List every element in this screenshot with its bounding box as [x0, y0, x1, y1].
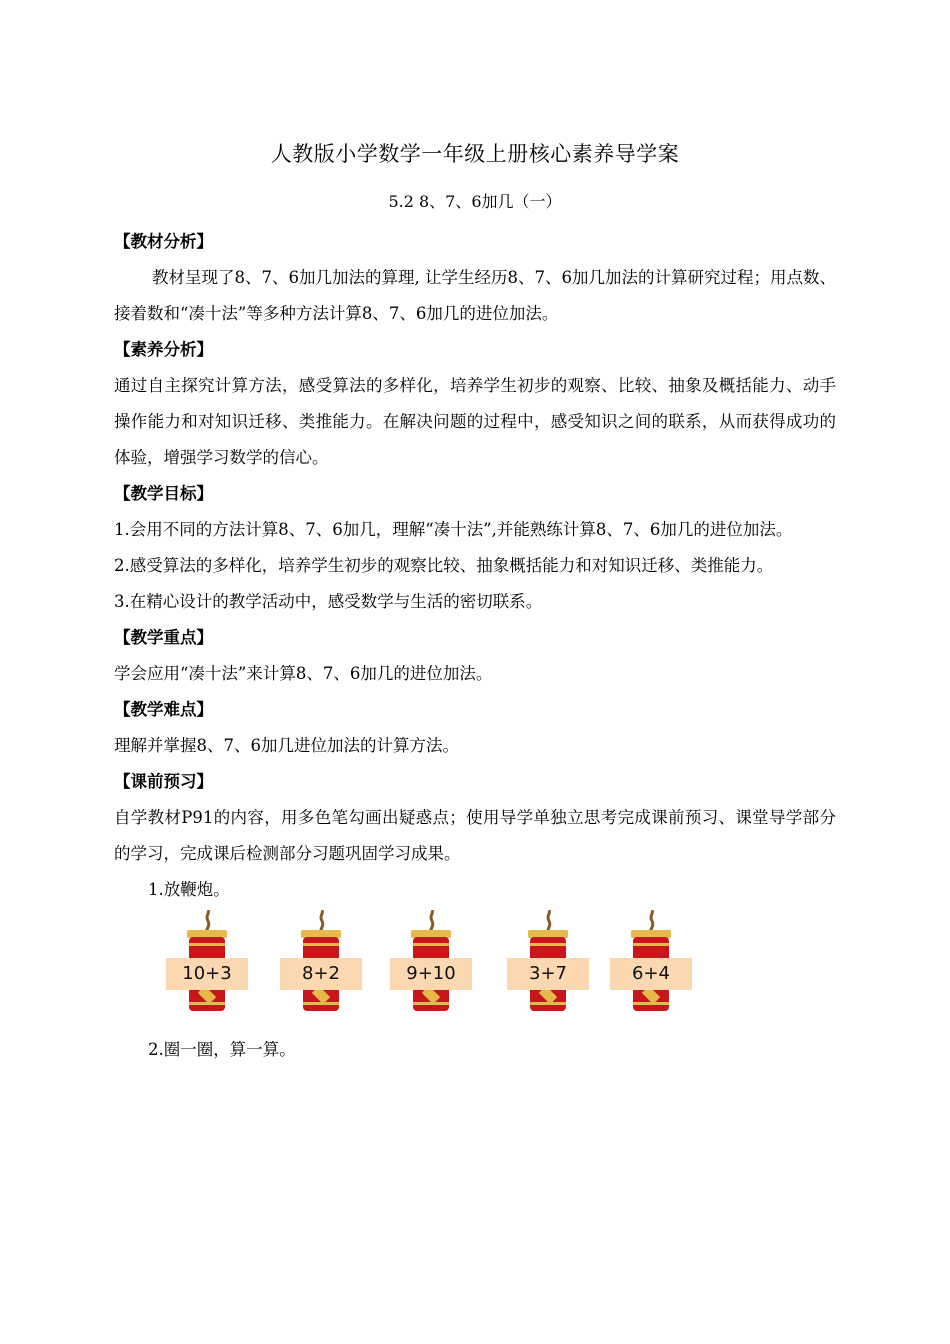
document-body	[114, 224, 836, 1068]
firecracker	[610, 910, 692, 1014]
heading-preview: 【课前预习】	[114, 772, 213, 791]
firecracker-label: 3+7	[507, 958, 589, 990]
exercise-1-title: 1.放鞭炮。	[148, 880, 230, 899]
firecracker-label: 6+4	[610, 958, 692, 990]
heading-textbook-analysis: 【教材分析】	[114, 232, 213, 251]
firecracker	[507, 910, 589, 1014]
firecracker	[166, 910, 248, 1014]
key-points-text: 学会应用“凑十法”来计算8、7、6加几的进位加法。	[114, 664, 493, 683]
heading-teaching-goals: 【教学目标】	[114, 484, 213, 503]
heading-literacy-analysis: 【素养分析】	[114, 340, 213, 359]
lesson-subtitle: 5.2 8、7、6加几（一）	[388, 192, 562, 211]
preview-text: 自学教材P91的内容，用多色笔勾画出疑惑点；使用导学单独立思考完成课前预习、课堂导学部分的学习，完成课后检测部分习题巩固学习成果。	[114, 808, 836, 863]
difficulties-text: 理解并掌握8、7、6加几进位加法的计算方法。	[114, 736, 459, 755]
textbook-analysis-text: 教材呈现了8、7、6加几加法的算理, 让学生经历8、7、6加几加法的计算研究过程；用点数、接着数和“凑十法”等多种方法计算8、7、6加几的进位加法。	[114, 268, 836, 323]
firecracker-row	[114, 910, 836, 1014]
literacy-analysis-text: 通过自主探究计算方法，感受算法的多样化，培养学生初步的观察、比较、抽象及概括能力、动手操作能力和对知识迁移、类推能力。在解决问题的过程中，感受知识之间的联系，从而获得成功的体验，增强学习数学的信心。	[114, 376, 836, 467]
firecracker-label: 9+10	[390, 958, 472, 990]
exercise-2-title: 2.圈一圈，算一算。	[148, 1040, 296, 1059]
goal-item-2: 2.感受算法的多样化，培养学生初步的观察比较、抽象概括能力和对知识迁移、类推能力。	[114, 556, 774, 575]
goal-item-1: 1.会用不同的方法计算8、7、6加几，理解“凑十法”,并能熟练计算8、7、6加几的进位加法。	[114, 520, 793, 539]
heading-difficulties: 【教学难点】	[114, 700, 213, 719]
firecracker	[280, 910, 362, 1014]
document-title: 人教版小学数学一年级上册核心素养导学案	[270, 142, 680, 166]
goal-item-3: 3.在精心设计的教学活动中，感受数学与生活的密切联系。	[114, 592, 543, 611]
heading-key-points: 【教学重点】	[114, 628, 213, 647]
firecracker-label: 8+2	[280, 958, 362, 990]
firecracker	[390, 910, 472, 1014]
firecracker-label: 10+3	[166, 958, 248, 990]
